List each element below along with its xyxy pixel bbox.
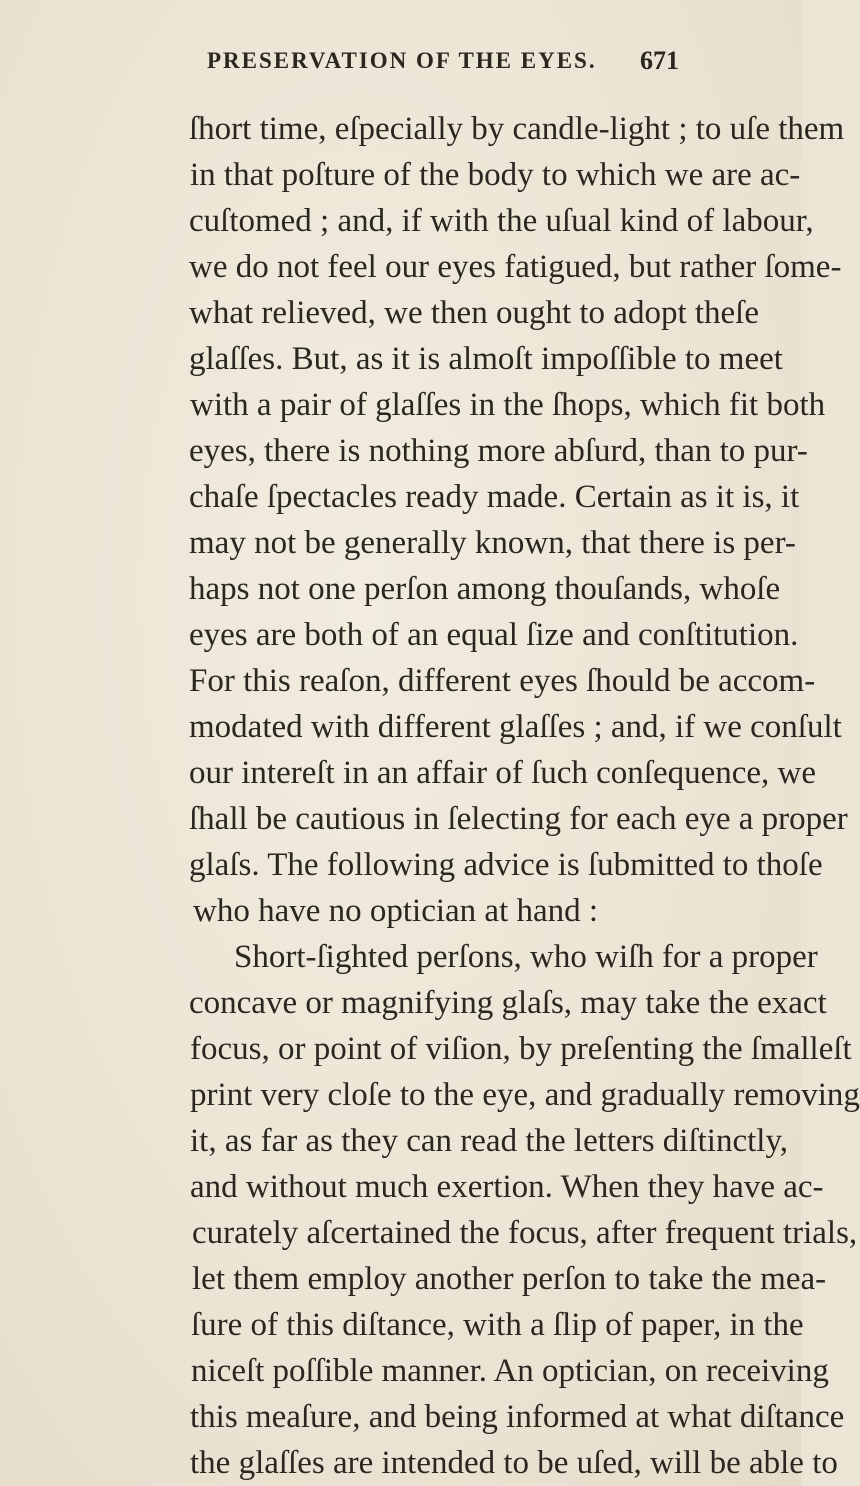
text-line: glaſſes. But, as it is almoſt impoſſible to meet xyxy=(189,341,783,377)
text-line: Short-ſighted perſons, who wiſh for a proper xyxy=(234,939,818,975)
text-line: may not be generally known, that there is per- xyxy=(189,525,796,561)
text-line: ſure of this diſtance, with a ſlip of paper, in the xyxy=(191,1307,804,1343)
text-line: ſhall be cautious in ſelecting for each eye a proper xyxy=(189,801,848,837)
text-line: it, as far as they can read the letters diſtinctly, xyxy=(190,1123,789,1159)
text-line: our intereſt in an affair of ſuch conſequence, we xyxy=(189,755,817,791)
text-line: let them employ another perſon to take the mea- xyxy=(192,1261,827,1297)
text-line: curately aſcertained the focus, after frequent trials, xyxy=(192,1215,858,1251)
text-line: For this reaſon, different eyes ſhould be accom- xyxy=(189,663,816,699)
text-line: what relieved, we then ought to adopt theſe xyxy=(189,295,759,331)
text-line: print very cloſe to the eye, and gradually removing xyxy=(190,1077,860,1113)
text-line: niceſt poſſible manner. An optician, on receiving xyxy=(191,1353,829,1389)
running-title: PRESERVATION OF THE EYES. xyxy=(207,48,597,73)
text-line: focus, or point of viſion, by preſenting the ſmalleſt xyxy=(190,1031,852,1067)
text-line: cuſtomed ; and, if with the uſual kind of labour, xyxy=(189,203,814,239)
text-line: who have no optician at hand : xyxy=(193,893,599,929)
text-line: eyes, there is nothing more abſurd, than to pur- xyxy=(189,433,808,469)
text-line: this meaſure, and being informed at what diſtance xyxy=(190,1399,845,1435)
text-line: chaſe ſpectacles ready made. Certain as it is, it xyxy=(189,479,800,515)
text-line: with a pair of glaſſes in the ſhops, which fit both xyxy=(190,387,826,423)
text-line: haps not one perſon among thouſands, whoſe xyxy=(189,571,781,607)
text-line: we do not feel our eyes fatigued, but rather ſome- xyxy=(189,249,842,285)
text-line: eyes are both of an equal ſize and conſtitution. xyxy=(189,617,799,653)
text-line: concave or magnifying glaſs, may take the exact xyxy=(189,985,827,1021)
page-number: 671 xyxy=(640,46,679,75)
text-line: glaſs. The following advice is ſubmitted to thoſe xyxy=(189,847,823,883)
text-line: and without much exertion. When they have ac- xyxy=(190,1169,824,1205)
text-line: the glaſſes are intended to be uſed, will be able to xyxy=(190,1445,838,1481)
text-line: modated with different glaſſes ; and, if we conſult xyxy=(189,709,842,745)
running-head xyxy=(207,46,679,78)
text-line: ſhort time, eſpecially by candle-light ; to uſe them xyxy=(189,111,845,147)
text-line: in that poſture of the body to which we are ac- xyxy=(190,157,801,193)
